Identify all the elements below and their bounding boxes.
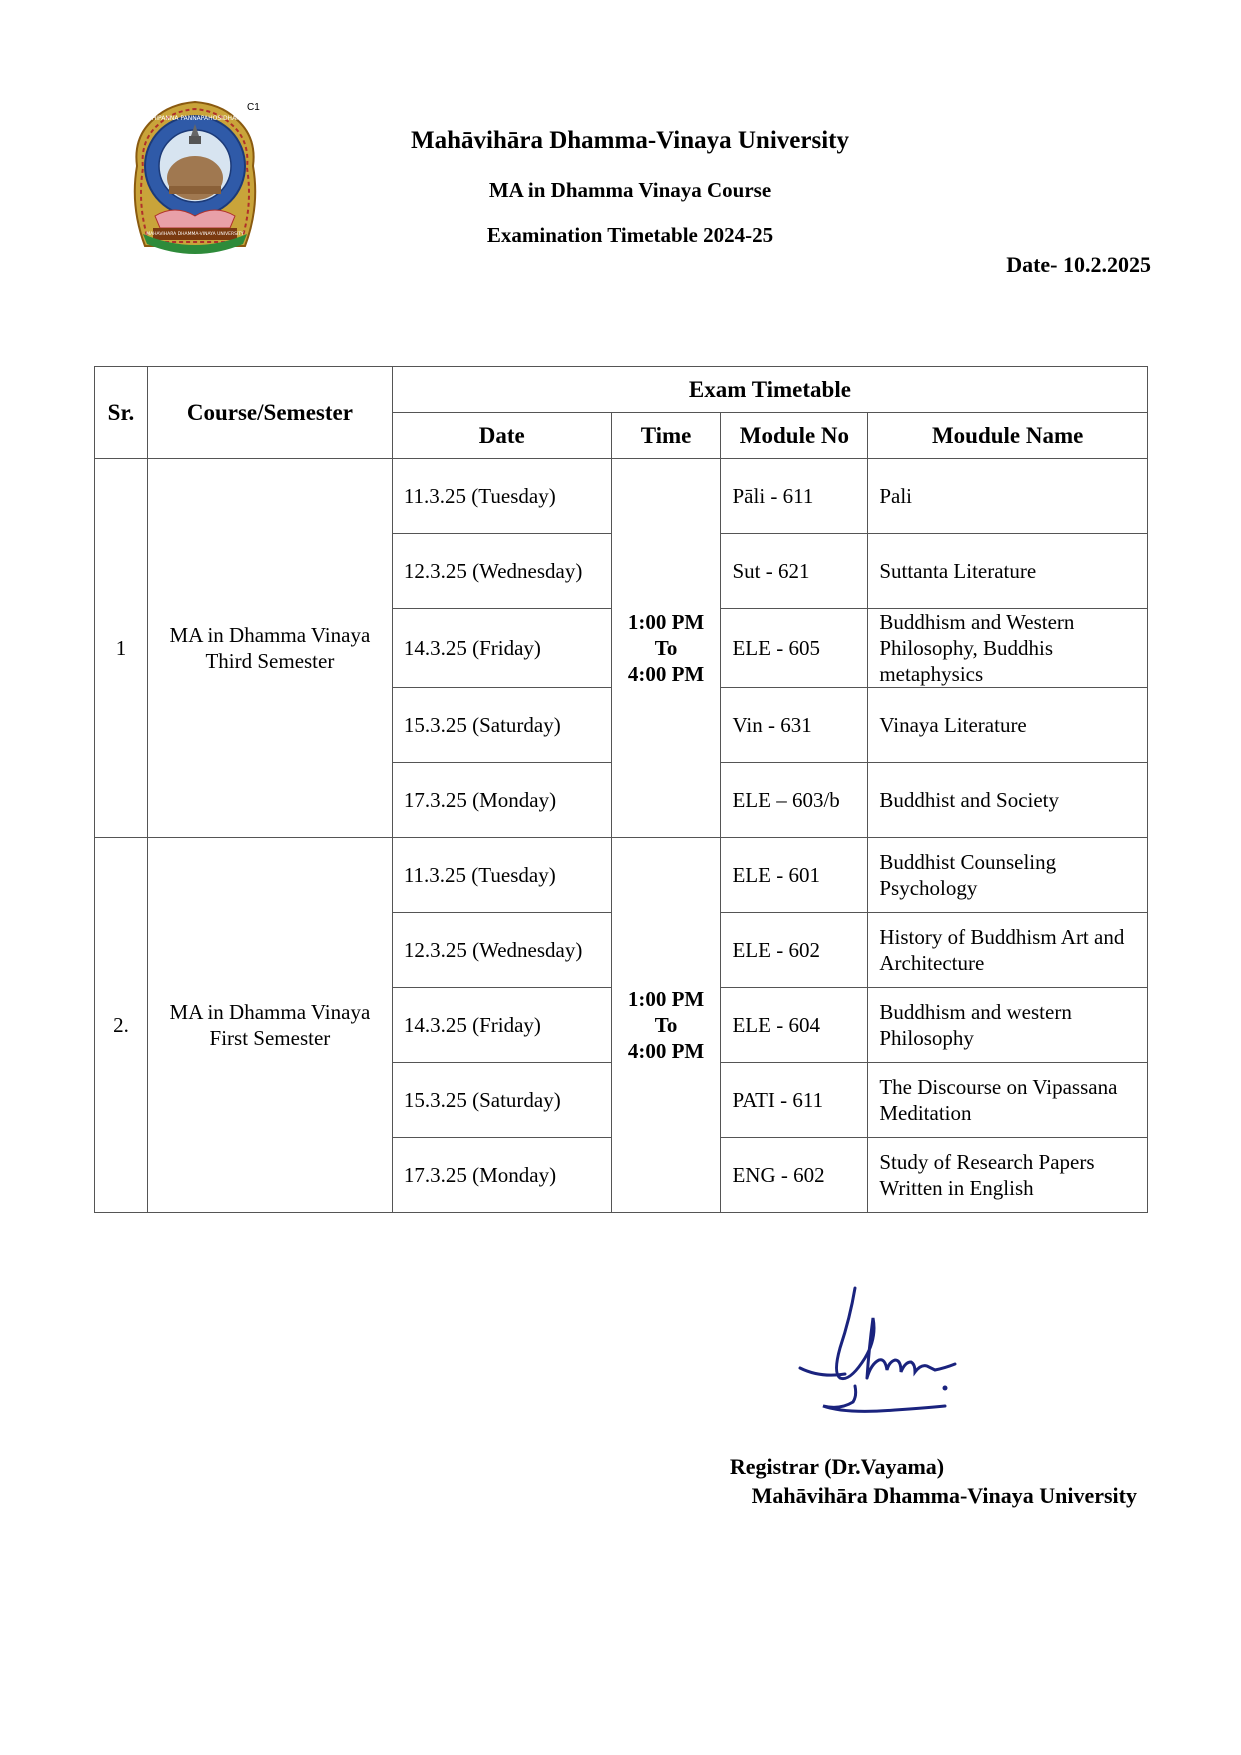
date-cell: 12.3.25 (Wednesday)	[392, 534, 611, 609]
exam-timetable	[94, 366, 1148, 1213]
module-name-cell: History of Buddhism Art and Architecture	[868, 913, 1148, 988]
date-cell: 14.3.25 (Friday)	[392, 609, 611, 688]
module-no-cell: ELE - 601	[721, 838, 868, 913]
logo-ring-text: SILAPPATTIHIPANNA PANNAPAHOSIDHAMMA SILAM	[125, 115, 265, 122]
course-name: MA in Dhamma Vinaya	[169, 623, 371, 647]
time-cell	[611, 838, 721, 1213]
time-from: 1:00 PM	[627, 610, 705, 634]
module-name-cell: The Discourse on Vipassana Meditation	[868, 1063, 1148, 1138]
sr-cell: 1	[95, 459, 148, 838]
module-no-cell: ELE - 605	[721, 609, 868, 688]
date-cell: 17.3.25 (Monday)	[392, 1138, 611, 1213]
registrar-name: Registrar (Dr.Vayama)	[729, 1454, 945, 1479]
course-title: MA in Dhamma Vinaya Course	[488, 178, 772, 202]
header-module-name: Moudule Name	[868, 413, 1148, 459]
header-time: Time	[611, 413, 721, 459]
header-module-no: Module No	[721, 413, 868, 459]
module-name-cell: Vinaya Literature	[868, 688, 1148, 763]
course-cell	[147, 838, 392, 1213]
module-name-cell: Study of Research Papers Written in English	[868, 1138, 1148, 1213]
time-to-word: To	[654, 636, 678, 660]
date-cell: 11.3.25 (Tuesday)	[392, 838, 611, 913]
document-title: Examination Timetable 2024-25	[486, 223, 774, 247]
module-no-cell: Pāli - 611	[721, 459, 868, 534]
time-to: 4:00 PM	[627, 662, 705, 686]
module-no-cell: Vin - 631	[721, 688, 868, 763]
module-name-cell: Pali	[868, 459, 1148, 534]
semester-name: Third Semester	[205, 649, 335, 673]
date-cell: 14.3.25 (Friday)	[392, 988, 611, 1063]
registrar-university: Mahāvihāra Dhamma-Vinaya University	[751, 1483, 1137, 1508]
module-no-cell: ENG - 602	[721, 1138, 868, 1213]
registrar-signature	[795, 1278, 995, 1438]
module-name-cell: Buddhism and Western Philosophy, Buddhis metaphysics	[868, 609, 1148, 688]
time-to-word: To	[654, 1013, 678, 1037]
course-name: MA in Dhamma Vinaya	[169, 1000, 371, 1024]
date-cell: 15.3.25 (Saturday)	[392, 688, 611, 763]
module-name-cell: Buddhism and western Philosophy	[868, 988, 1148, 1063]
time-from: 1:00 PM	[627, 987, 705, 1011]
module-no-cell: Sut - 621	[721, 534, 868, 609]
date-cell: 12.3.25 (Wednesday)	[392, 913, 611, 988]
issue-date: Date- 10.2.2025	[1006, 252, 1151, 277]
table-row	[95, 838, 1148, 913]
semester-name: First Semester	[209, 1026, 331, 1050]
sr-cell: 2.	[95, 838, 148, 1213]
table-row	[95, 459, 1148, 534]
module-no-cell: ELE – 603/b	[721, 763, 868, 838]
header-sr: Sr.	[95, 367, 148, 459]
module-name-cell: Buddhist and Society	[868, 763, 1148, 838]
module-no-cell: ELE - 602	[721, 913, 868, 988]
course-cell	[147, 459, 392, 838]
date-cell: 11.3.25 (Tuesday)	[392, 459, 611, 534]
module-name-cell: Buddhist Counseling Psychology	[868, 838, 1148, 913]
logo-bottom-text: MAHAVIHARA DHAMMA-VINAYA UNIVERSITY	[146, 232, 244, 237]
header-date: Date	[392, 413, 611, 459]
module-no-cell: ELE - 604	[721, 988, 868, 1063]
module-no-cell: PATI - 611	[721, 1063, 868, 1138]
time-to: 4:00 PM	[627, 1039, 705, 1063]
date-cell: 17.3.25 (Monday)	[392, 763, 611, 838]
header-course: Course/Semester	[147, 367, 392, 459]
university-name: Mahāvihāra Dhamma-Vinaya University	[411, 127, 849, 154]
time-cell	[611, 459, 721, 838]
header-exam-timetable: Exam Timetable	[392, 367, 1147, 413]
date-cell: 15.3.25 (Saturday)	[392, 1063, 611, 1138]
module-name-cell: Suttanta Literature	[868, 534, 1148, 609]
logo-tag: C1	[247, 102, 260, 113]
